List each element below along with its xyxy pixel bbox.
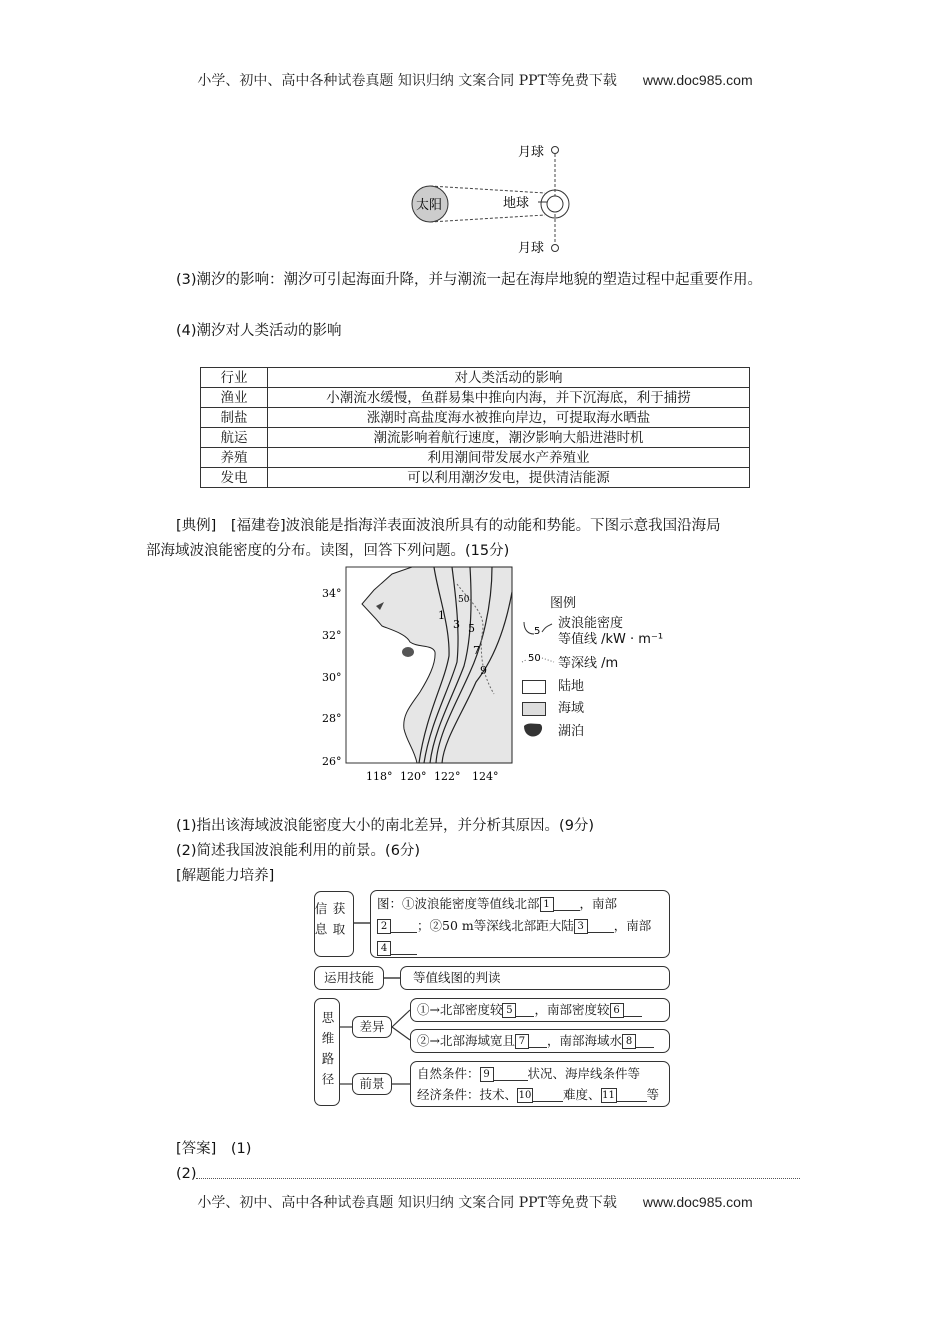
- question-2: (2)简述我国波浪能利用的前景。(6分): [176, 843, 421, 859]
- prospect-detail-box: 自然条件： 9 状况、海岸线条件等 经济条件：技术、 10 难度、 11 等: [410, 1061, 670, 1107]
- moon-bottom-shape: [552, 245, 559, 252]
- skill-text-box: 等值线图的判读: [400, 966, 670, 990]
- info-box: 图：①波浪能密度等值线北部 1 ，南部 2 ；②50 m等深线北部距大陆 3 ，南部 4: [370, 890, 670, 958]
- contour-label: 7: [473, 644, 480, 657]
- lon-label: 122°: [434, 770, 461, 783]
- contour-label: 1: [438, 609, 445, 622]
- answer-line: [196, 1178, 800, 1179]
- get-info-box: 获取信息: [314, 891, 354, 957]
- wave-energy-map: [322, 564, 518, 786]
- table-header-row: [201, 368, 750, 388]
- training-title: [解题能力培养]: [176, 868, 275, 884]
- page-header: 小学、初中、高中各种试卷真题 知识归纳 文案合同 PPT等免费下载 www.doc985.com: [197, 72, 753, 89]
- th-impact: 对人类活动的影响: [268, 368, 750, 388]
- legend-contour-val: 5: [534, 626, 541, 637]
- example-line-2: 部海域波浪能密度的分布。读图，回答下列问题。(15分): [146, 543, 510, 559]
- lat-label: 32°: [322, 629, 342, 642]
- question-1: (1)指出该海域波浪能密度大小的南北差异，并分析其原因。(9分): [176, 818, 595, 834]
- earth-label: 地球: [503, 196, 530, 211]
- lon-label: 118°: [366, 770, 393, 783]
- prospect-box: 前景: [352, 1073, 392, 1095]
- lat-label: 34°: [322, 587, 342, 600]
- depth-label: 50: [458, 595, 470, 605]
- th-industry: 行业: [201, 368, 268, 388]
- table-row: 发电 可以利用潮汐发电，提供清洁能源: [201, 468, 750, 488]
- legend-title: 图例: [550, 596, 577, 611]
- diff1-box: ①→北部密度较 5 ，南部密度较 6: [410, 998, 670, 1022]
- header-url[interactable]: www.doc985.com: [642, 72, 753, 88]
- thinking-box: 思维路径: [314, 998, 340, 1106]
- moon-top-shape: [552, 147, 559, 154]
- footer-url[interactable]: www.doc985.com: [642, 1194, 753, 1210]
- answer-label: [答案] (1): [176, 1141, 252, 1157]
- answer-q2: (2): [176, 1166, 197, 1182]
- tide-diagram: [400, 138, 580, 260]
- contour-label: 3: [453, 618, 460, 631]
- legend-land: 陆地: [558, 679, 585, 694]
- legend-depth-text: 等深线 /m: [558, 656, 619, 671]
- lat-label: 30°: [322, 671, 342, 684]
- table-row: 航运 潮流影响着航行速度，潮汐影响大船进港时机: [201, 428, 750, 448]
- lon-label: 124°: [472, 770, 499, 783]
- lat-label: 26°: [322, 755, 342, 768]
- table-row: 养殖 利用潮间带发展水产养殖业: [201, 448, 750, 468]
- table-row: 渔业 小潮流水缓慢，鱼群易集中推向内海，并下沉海底，利于捕捞: [201, 388, 750, 408]
- diff2-box: ②→北部海域宽且 7 ，南部海域水 8: [410, 1029, 670, 1053]
- contour-label: 5: [468, 622, 475, 635]
- earth-shape: [547, 196, 563, 212]
- moon-bottom-label: 月球: [518, 241, 545, 256]
- moon-top-label: 月球: [518, 145, 545, 160]
- page-footer: 小学、初中、高中各种试卷真题 知识归纳 文案合同 PPT等免费下载 www.doc985.com: [197, 1194, 753, 1211]
- example-line-1: [典例] [福建卷]波浪能是指海洋表面波浪所具有的动能和势能。下图示意我国沿海局: [176, 518, 721, 534]
- contour-label: 9: [480, 664, 487, 677]
- skill-label-box: 运用技能: [314, 966, 384, 990]
- legend-sea-swatch: [522, 702, 546, 716]
- tide-impact-table: [200, 367, 750, 488]
- legend-contour-line1: 波浪能密度: [558, 616, 624, 631]
- lon-label: 120°: [400, 770, 427, 783]
- table-row: 制盐 涨潮时高盐度海水被推向岸边，可提取海水晒盐: [201, 408, 750, 428]
- legend-contour-line2: 等值线 /kW · m⁻¹: [558, 632, 664, 647]
- section-4: (4)潮汐对人类活动的影响: [176, 323, 342, 339]
- legend-depth-val: 50: [528, 653, 541, 664]
- diff-box: 差异: [352, 1016, 392, 1038]
- legend-sea: 海域: [558, 701, 585, 716]
- section-3: (3)潮汐的影响：潮汐可引起海面升降，并与潮流一起在海岸地貌的塑造过程中起重要作用。: [176, 272, 763, 288]
- lat-label: 28°: [322, 712, 342, 725]
- lake-taihu: [402, 647, 414, 657]
- sun-label: 太阳: [416, 198, 443, 213]
- legend-lake: 湖泊: [558, 724, 585, 739]
- legend-land-swatch: [522, 680, 546, 694]
